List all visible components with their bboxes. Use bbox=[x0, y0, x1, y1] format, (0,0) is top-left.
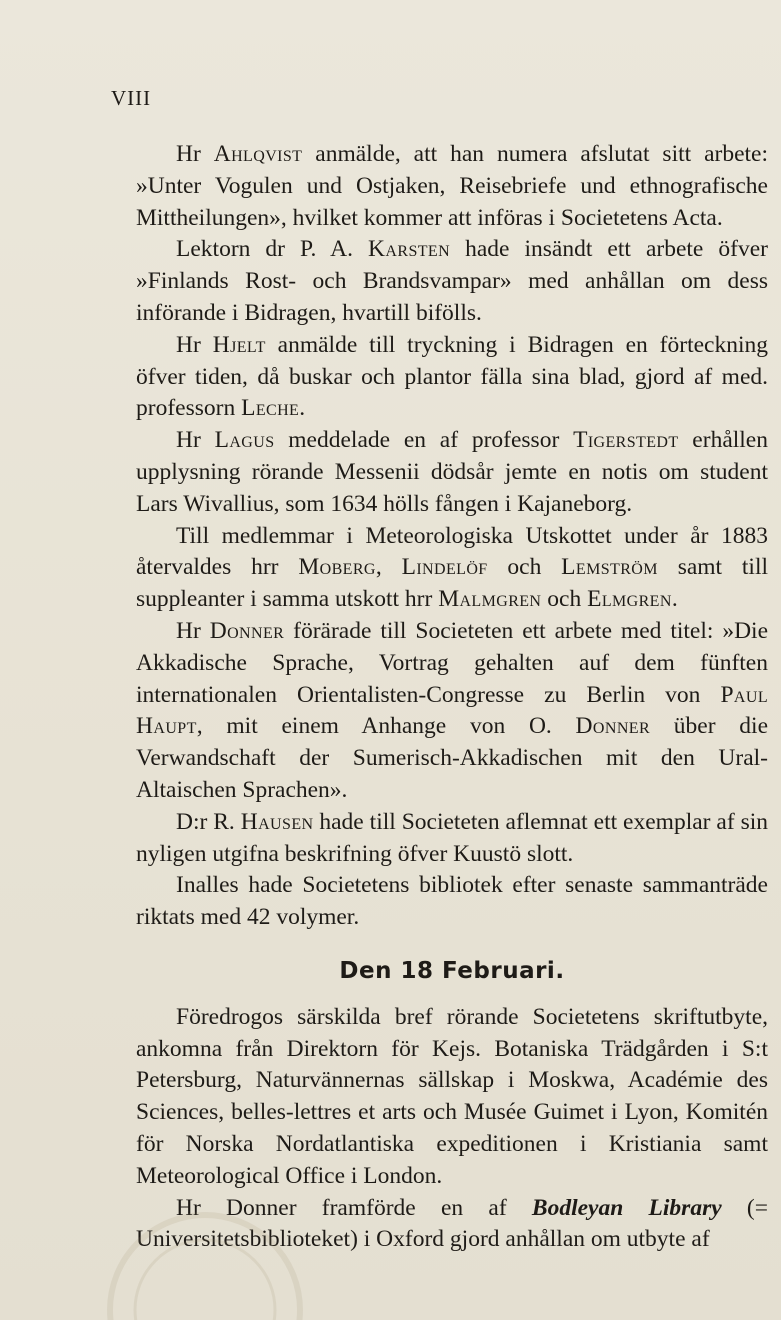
text-run: Inalles hade Societetens bibliotek efter senaste sammanträde riktats med 42 volymer. bbox=[136, 872, 768, 931]
body-text bbox=[136, 139, 768, 1256]
name-smallcaps: Hjelt bbox=[212, 331, 266, 358]
name-smallcaps: Malmgren bbox=[438, 586, 542, 613]
name-smallcaps: Lagus bbox=[214, 427, 275, 454]
text-run: , bbox=[375, 554, 402, 581]
name-smallcaps: Lindelöf bbox=[401, 554, 488, 581]
paragraphs-before bbox=[136, 139, 768, 934]
text-run: (= Universitetsbiblioteket) i Oxford gjord anhållan om utbyte af bbox=[136, 1194, 768, 1253]
text-run: Till medlemmar i Meteorologiska Utskottet under år 1883 återvaldes hrr bbox=[136, 522, 768, 581]
paragraph bbox=[136, 870, 768, 934]
name-smallcaps: Donner bbox=[209, 617, 285, 644]
name-smallcaps: Donner bbox=[575, 713, 651, 740]
text-run: Lektorn dr P. A. bbox=[176, 236, 369, 263]
text-run: samt till suppleanter i samma utskott hrr bbox=[136, 554, 769, 613]
paragraph bbox=[136, 139, 768, 234]
text-run: och bbox=[541, 586, 588, 613]
text-run: . bbox=[299, 395, 306, 422]
paragraph bbox=[136, 616, 768, 807]
paragraph bbox=[136, 330, 768, 425]
text-run: Hr bbox=[176, 617, 210, 644]
text-run: über die Verwandschaft der Sumerisch-Akkadischen mit den Ural-Altaischen Sprachen». bbox=[136, 713, 769, 803]
text-run: Föredrogos särskilda bref rörande Societetens skriftutbyte, ankomna från Direktorn för Kejs. Botaniska Trädgården i S:t Petersburg, Naturvännernas sällskap i Moskwa, Académie des Sciences, belles-lettres et arts och Musée Guimet i Lyon, Komitén för Norska Nordatlantiska expeditionen i Kristiania samt Meteorological Office i London. bbox=[136, 1003, 768, 1189]
name-smallcaps: Hausen bbox=[240, 808, 314, 835]
text-run: anmälde till tryckning i Bidragen en förteckning öfver tiden, då buskar och plantor fälla sina blad, gjord af med. professorn bbox=[136, 331, 769, 422]
name-smallcaps: Moberg bbox=[298, 554, 376, 581]
italic-title: Bodleyan Library bbox=[531, 1194, 722, 1221]
text-run: förärade till Societeten ett arbete med titel: »Die Akkadische Sprache, Vortrag gehalten auf dem fünften internationalen Orientalisten-Congresse zu Berlin von bbox=[136, 617, 768, 708]
text-run: hade till Societeten aflemnat ett exemplar af sin nyligen utgifna beskrifning öfver Kuustö slott. bbox=[136, 808, 769, 867]
library-stamp-watermark bbox=[95, 1200, 315, 1320]
name-smallcaps: Ahlqvist bbox=[213, 141, 303, 167]
text-run: meddelade en af professor bbox=[274, 427, 574, 454]
text-run: . bbox=[671, 586, 678, 613]
text-run: , mit einem Anhange von O. bbox=[196, 713, 576, 740]
paragraph bbox=[136, 234, 768, 329]
text-run: anmälde, att han numera afslutat sitt arbete: »Unter Vogulen und Ostjaken, Reisebriefe und ethnografische Mittheilungen», hvilket kommer att införas i Societetens Acta. bbox=[136, 141, 769, 231]
paragraph bbox=[136, 425, 768, 520]
page-number: VIII bbox=[111, 86, 152, 110]
text-run: hade insändt ett arbete öfver »Finlands Rost- och Brandsvampar» med anhållan om dess införande i Bidragen, hvartill bifölls. bbox=[136, 236, 768, 326]
text-run: och bbox=[487, 554, 562, 581]
name-smallcaps: Tigerstedt bbox=[573, 427, 679, 454]
text-run: Hr bbox=[176, 331, 213, 358]
text-run: Hr bbox=[176, 427, 215, 454]
name-smallcaps: Lemström bbox=[561, 554, 658, 581]
text-run: erhållen upplysning rörande Messenii dödsår jemte en notis om student Lars Wivallius, som 1634 hölls fången i Kajaneborg. bbox=[136, 427, 768, 517]
paragraph bbox=[136, 1002, 768, 1193]
name-smallcaps: Elmgren bbox=[587, 586, 672, 613]
name-smallcaps: Leche bbox=[241, 395, 300, 422]
text-run: D:r R. bbox=[176, 808, 241, 835]
name-smallcaps: Paul Haupt bbox=[136, 681, 768, 740]
text-run: Hr Donner framförde en af bbox=[176, 1194, 532, 1221]
paragraph bbox=[136, 521, 768, 616]
paragraph bbox=[136, 807, 768, 871]
name-smallcaps: Karsten bbox=[368, 236, 451, 263]
text-run: Hr bbox=[176, 141, 214, 167]
section-heading: Den 18 Februari. bbox=[339, 957, 565, 984]
